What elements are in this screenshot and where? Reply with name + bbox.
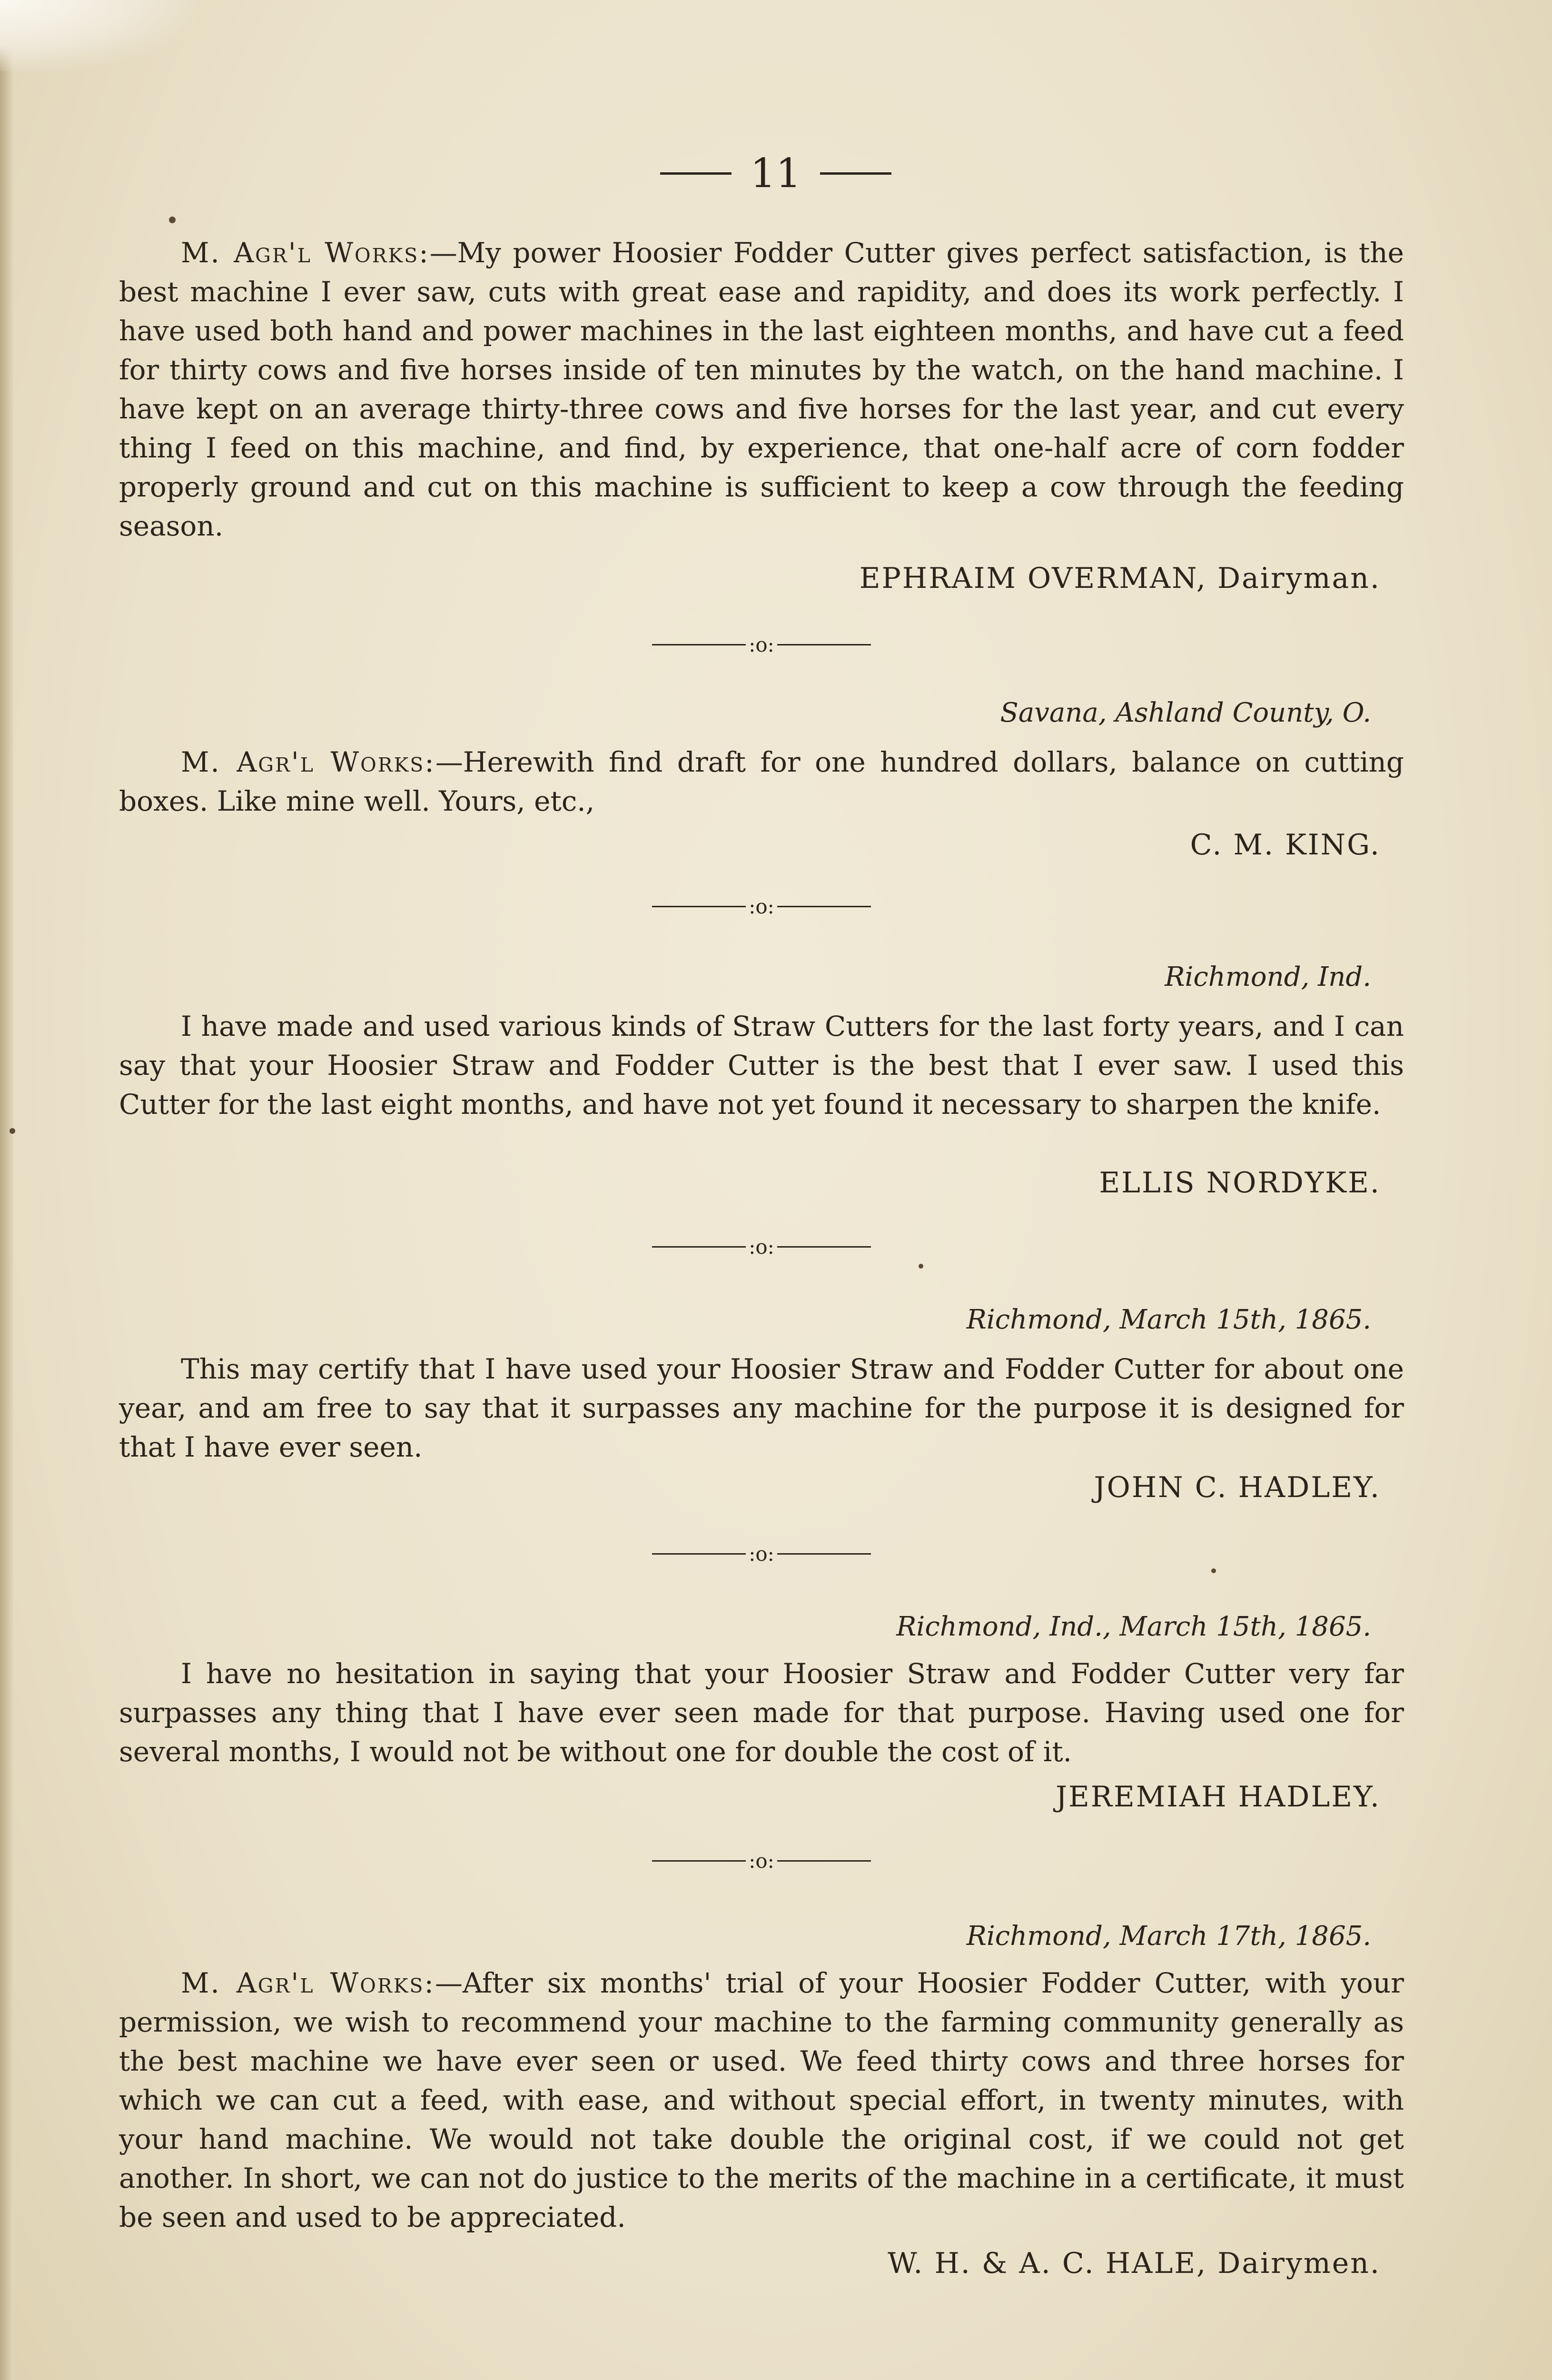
signature: EPHRAIM OVERMAN, Dairyman. bbox=[859, 562, 1381, 595]
ink-speck bbox=[169, 217, 176, 223]
signature: C. M. KING. bbox=[1190, 828, 1381, 862]
ink-speck bbox=[10, 1128, 15, 1134]
corner-tear bbox=[0, 0, 200, 71]
ink-speck bbox=[1211, 1568, 1216, 1573]
divider-mark: :o: bbox=[749, 1235, 774, 1259]
signature: ELLIS NORDYKE. bbox=[1099, 1166, 1381, 1200]
body-text: —My power Hoosier Fodder Cutter gives perfect satisfaction, is the best machine I ever saw, cuts with great ease and rapidity, and does its work perfectly. I have used both hand and power machines in the last eighteen months, and have cut a feed for thirty cows and five horses inside of ten minutes by the watch, on the hand machine. I have kept on an average thirty-three cows and five horses for the last year, and cut every thing I feed on this machine, and find, by experience, that one-half acre of corn fodder properly ground and cut on this machine is sufficient to keep a cow through the feeding season. bbox=[119, 237, 1404, 542]
body-text: —Herewith find draft for one hundred dollars, balance on cutting boxes. Like mine well. Yours, etc., bbox=[119, 746, 1404, 817]
testimonial-body bbox=[119, 1007, 1404, 1124]
divider bbox=[652, 1849, 871, 1873]
signature: JEREMIAH HADLEY. bbox=[1055, 1780, 1381, 1814]
testimonial-body bbox=[119, 1964, 1404, 2237]
testimonial-body bbox=[119, 233, 1404, 545]
testimonial-body bbox=[119, 1654, 1404, 1771]
body-text: I have made and used various kinds of Straw Cutters for the last forty years, and I can say that your Hoosier Straw and Fodder Cutter is the best that I ever saw. I used this Cutter for the last eight months, and have not yet found it necessary to sharpen the knife. bbox=[119, 1010, 1404, 1121]
divider-mark: :o: bbox=[749, 1849, 774, 1873]
body-text: I have no hesitation in saying that your Hoosier Straw and Fodder Cutter very far surpasses any thing that I have ever seen made for that purpose. Having used one for several months, I would not be without one for double the cost of it. bbox=[119, 1657, 1404, 1768]
divider bbox=[652, 1542, 871, 1566]
testimonial-body bbox=[119, 743, 1404, 821]
signature: JOHN C. HADLEY. bbox=[1094, 1471, 1381, 1504]
salutation: M. Agr'l Works: bbox=[181, 746, 435, 778]
page-edge bbox=[0, 0, 13, 2380]
page-header bbox=[633, 150, 919, 197]
header-dash-left bbox=[660, 172, 732, 175]
divider bbox=[652, 1235, 871, 1259]
body-text: This may certify that I have used your Hoosier Straw and Fodder Cutter for about one year, and am free to say that it surpasses any machine for the purpose it is designed for that I have ever seen. bbox=[119, 1353, 1404, 1463]
divider-mark: :o: bbox=[749, 633, 774, 656]
divider bbox=[652, 895, 871, 918]
place-date: Richmond, March 17th, 1865. bbox=[966, 1921, 1371, 1952]
divider-mark: :o: bbox=[749, 895, 774, 918]
place-date: Richmond, March 15th, 1865. bbox=[966, 1304, 1371, 1335]
salutation: M. Agr'l Works: bbox=[181, 237, 430, 269]
testimonial-body bbox=[119, 1349, 1404, 1467]
salutation: M. Agr'l Works: bbox=[181, 1967, 435, 1999]
header-dash-right bbox=[820, 172, 891, 175]
page-number: 11 bbox=[750, 150, 801, 197]
body-text: —After six months' trial of your Hoosier Fodder Cutter, with your permission, we wish to recommend your machine to the farming community generally as the best machine we have ever seen or used. We feed thirty cows and three horses for which we can cut a feed, with ease, and without special effort, in twenty minutes, with your hand machine. We would not take double the original cost, if we could not get another. In short, we can not do justice to the merits of the machine in a certificate, it must be seen and used to be appreciated. bbox=[119, 1967, 1404, 2233]
place-date: Savana, Ashland County, O. bbox=[1000, 697, 1371, 728]
signature: W. H. & A. C. HALE, Dairymen. bbox=[888, 2247, 1381, 2280]
divider-mark: :o: bbox=[749, 1542, 774, 1566]
place-date: Richmond, Ind., March 15th, 1865. bbox=[896, 1611, 1371, 1642]
ink-speck bbox=[919, 1264, 923, 1269]
place-date: Richmond, Ind. bbox=[1165, 962, 1371, 992]
divider bbox=[652, 633, 871, 656]
